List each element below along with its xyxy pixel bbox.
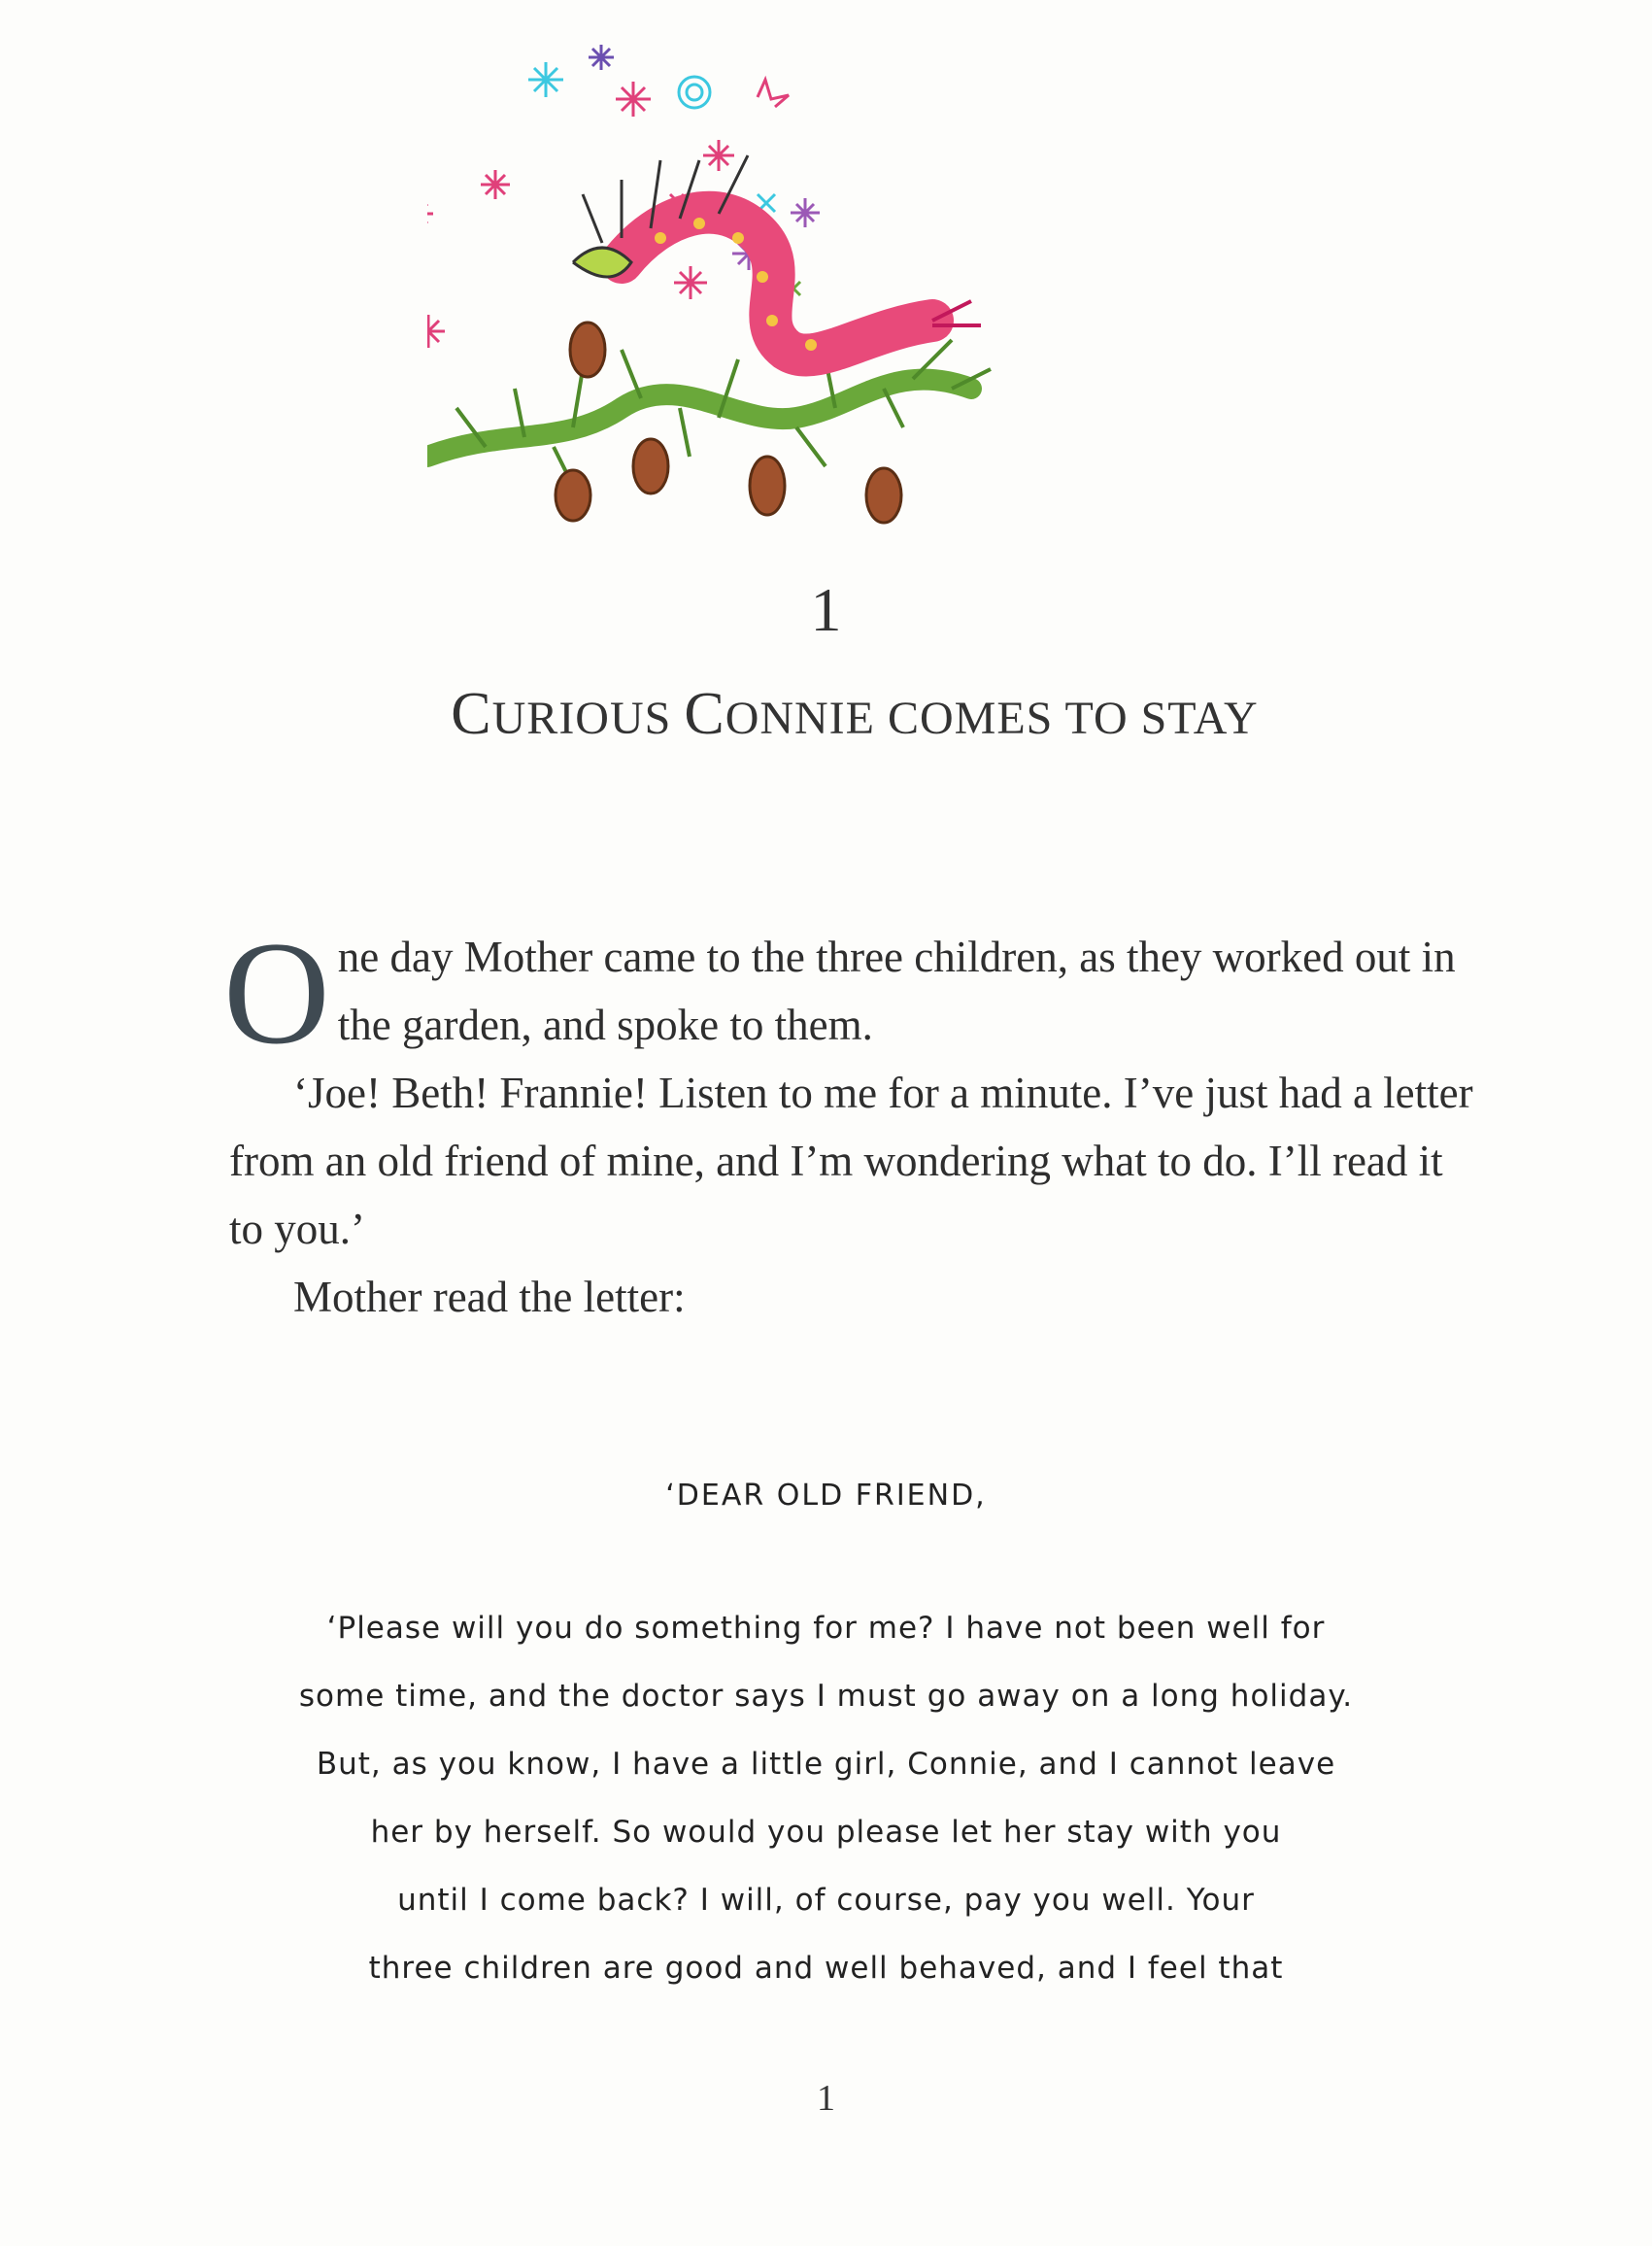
paragraph-1: ne day Mother came to the three children, as they worked out in the garden, and spoke to them.: [337, 933, 1456, 1049]
letter-line: ‘Please will you do something for me? I have not been well for: [326, 1611, 1326, 1646]
letter-line: three children are good and well behaved, and I feel that: [368, 1951, 1284, 1986]
letter-line: But, as you know, I have a little girl, Connie, and I cannot leave: [316, 1747, 1336, 1782]
dragon-illustration: [427, 39, 1263, 583]
drop-cap: O: [223, 911, 330, 1074]
paragraph-2: ‘Joe! Beth! Frannie! Listen to me for a minute. I’ve just had a letter from an old friend of mine, and I’m wondering what to do. I’ll read it to you.’: [229, 1069, 1473, 1253]
letter-line: her by herself. So would you please let her stay with you: [370, 1815, 1282, 1850]
paragraph-3: Mother read the letter:: [293, 1273, 686, 1321]
letter-line: some time, and the doctor says I must go away on a long holiday.: [298, 1679, 1354, 1714]
page-number: 1: [817, 2078, 835, 2119]
letter-line: until I come back? I will, of course, pay you well. Your: [397, 1883, 1255, 1918]
chapter-number: 1: [810, 575, 842, 644]
title-word-2-rest: ONNIE COMES TO STAY: [725, 693, 1259, 744]
dragon: [573, 155, 981, 356]
chapter-title: [0, 680, 1652, 749]
chapter-body: [223, 911, 1482, 1331]
letter-salutation: ‘DEAR OLD FRIEND,: [665, 1479, 987, 1513]
title-initial-1: C: [451, 681, 492, 747]
branch: [427, 380, 971, 457]
title-word-1-rest: URIOUS: [491, 693, 672, 744]
title-initial-2: C: [684, 681, 725, 747]
